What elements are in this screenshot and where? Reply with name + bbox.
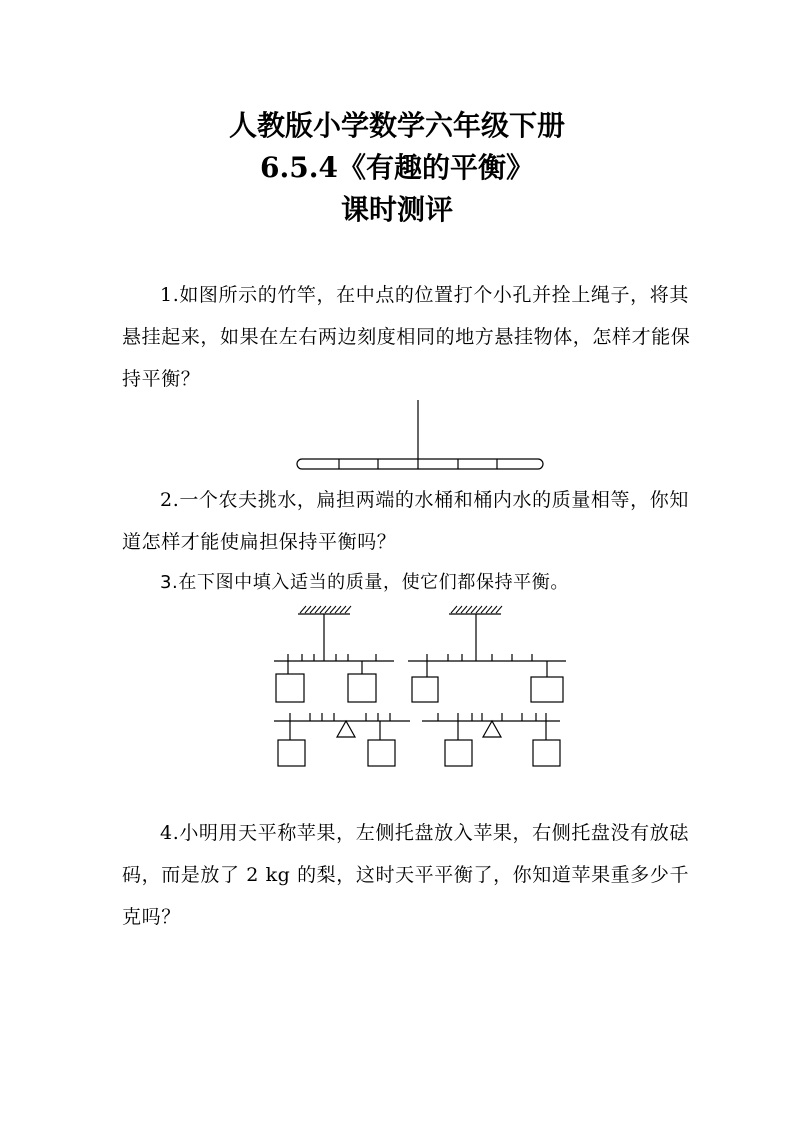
lesson-title: 6.5.4《有趣的平衡》 <box>260 151 534 184</box>
question-3-number: 3. <box>160 572 179 593</box>
question-2-number: 2. <box>160 489 180 511</box>
question-1 <box>122 274 692 400</box>
weight-box <box>445 740 472 766</box>
document-subtitle: 课时测评 <box>340 193 453 226</box>
ceiling-hatching <box>300 606 351 613</box>
question-2-text: 一个农夫挑水，扁担两端的水桶和桶内水的质量相等，你知道怎样才能使扁担保持平衡吗？ <box>122 489 689 553</box>
question-3-text: 在下图中填入适当的质量，使它们都保持平衡。 <box>178 572 569 593</box>
weight-box <box>276 674 304 702</box>
question-4-number: 4. <box>160 822 180 844</box>
hanging-balance-right <box>408 606 566 702</box>
fulcrum-balance-left <box>274 713 410 766</box>
question-2 <box>122 479 692 563</box>
bamboo-pole <box>297 459 543 469</box>
question-1-text: 如图所示的竹竿，在中点的位置打个小孔并拴上绳子，将其悬挂起来，如果在左右两边刻度相同的地方悬挂物体，怎样才能保持平衡？ <box>122 284 691 390</box>
ceiling-hatching <box>451 606 502 613</box>
weight-box <box>533 740 560 766</box>
weight-box <box>412 677 438 702</box>
question-4 <box>122 812 692 938</box>
weight-box <box>278 740 305 766</box>
weight-box <box>368 740 395 766</box>
document-title: 人教版小学数学六年级下册 <box>228 109 565 142</box>
balance-diagram <box>270 600 570 768</box>
fulcrum-triangle <box>483 721 501 737</box>
fulcrum-triangle <box>337 721 355 737</box>
hanging-balance-left <box>274 606 394 702</box>
weight-box <box>531 677 563 702</box>
question-1-number: 1. <box>160 284 180 306</box>
question-3 <box>122 562 692 604</box>
bamboo-pole-figure <box>296 400 546 472</box>
fulcrum-balance-right <box>422 713 560 766</box>
weight-box <box>348 674 376 702</box>
question-4-text: 小明用天平称苹果，左侧托盘放入苹果，右侧托盘没有放砝码，而是放了 2 kg 的梨，这时天平平衡了，你知道苹果重多少千克吗？ <box>122 822 690 928</box>
